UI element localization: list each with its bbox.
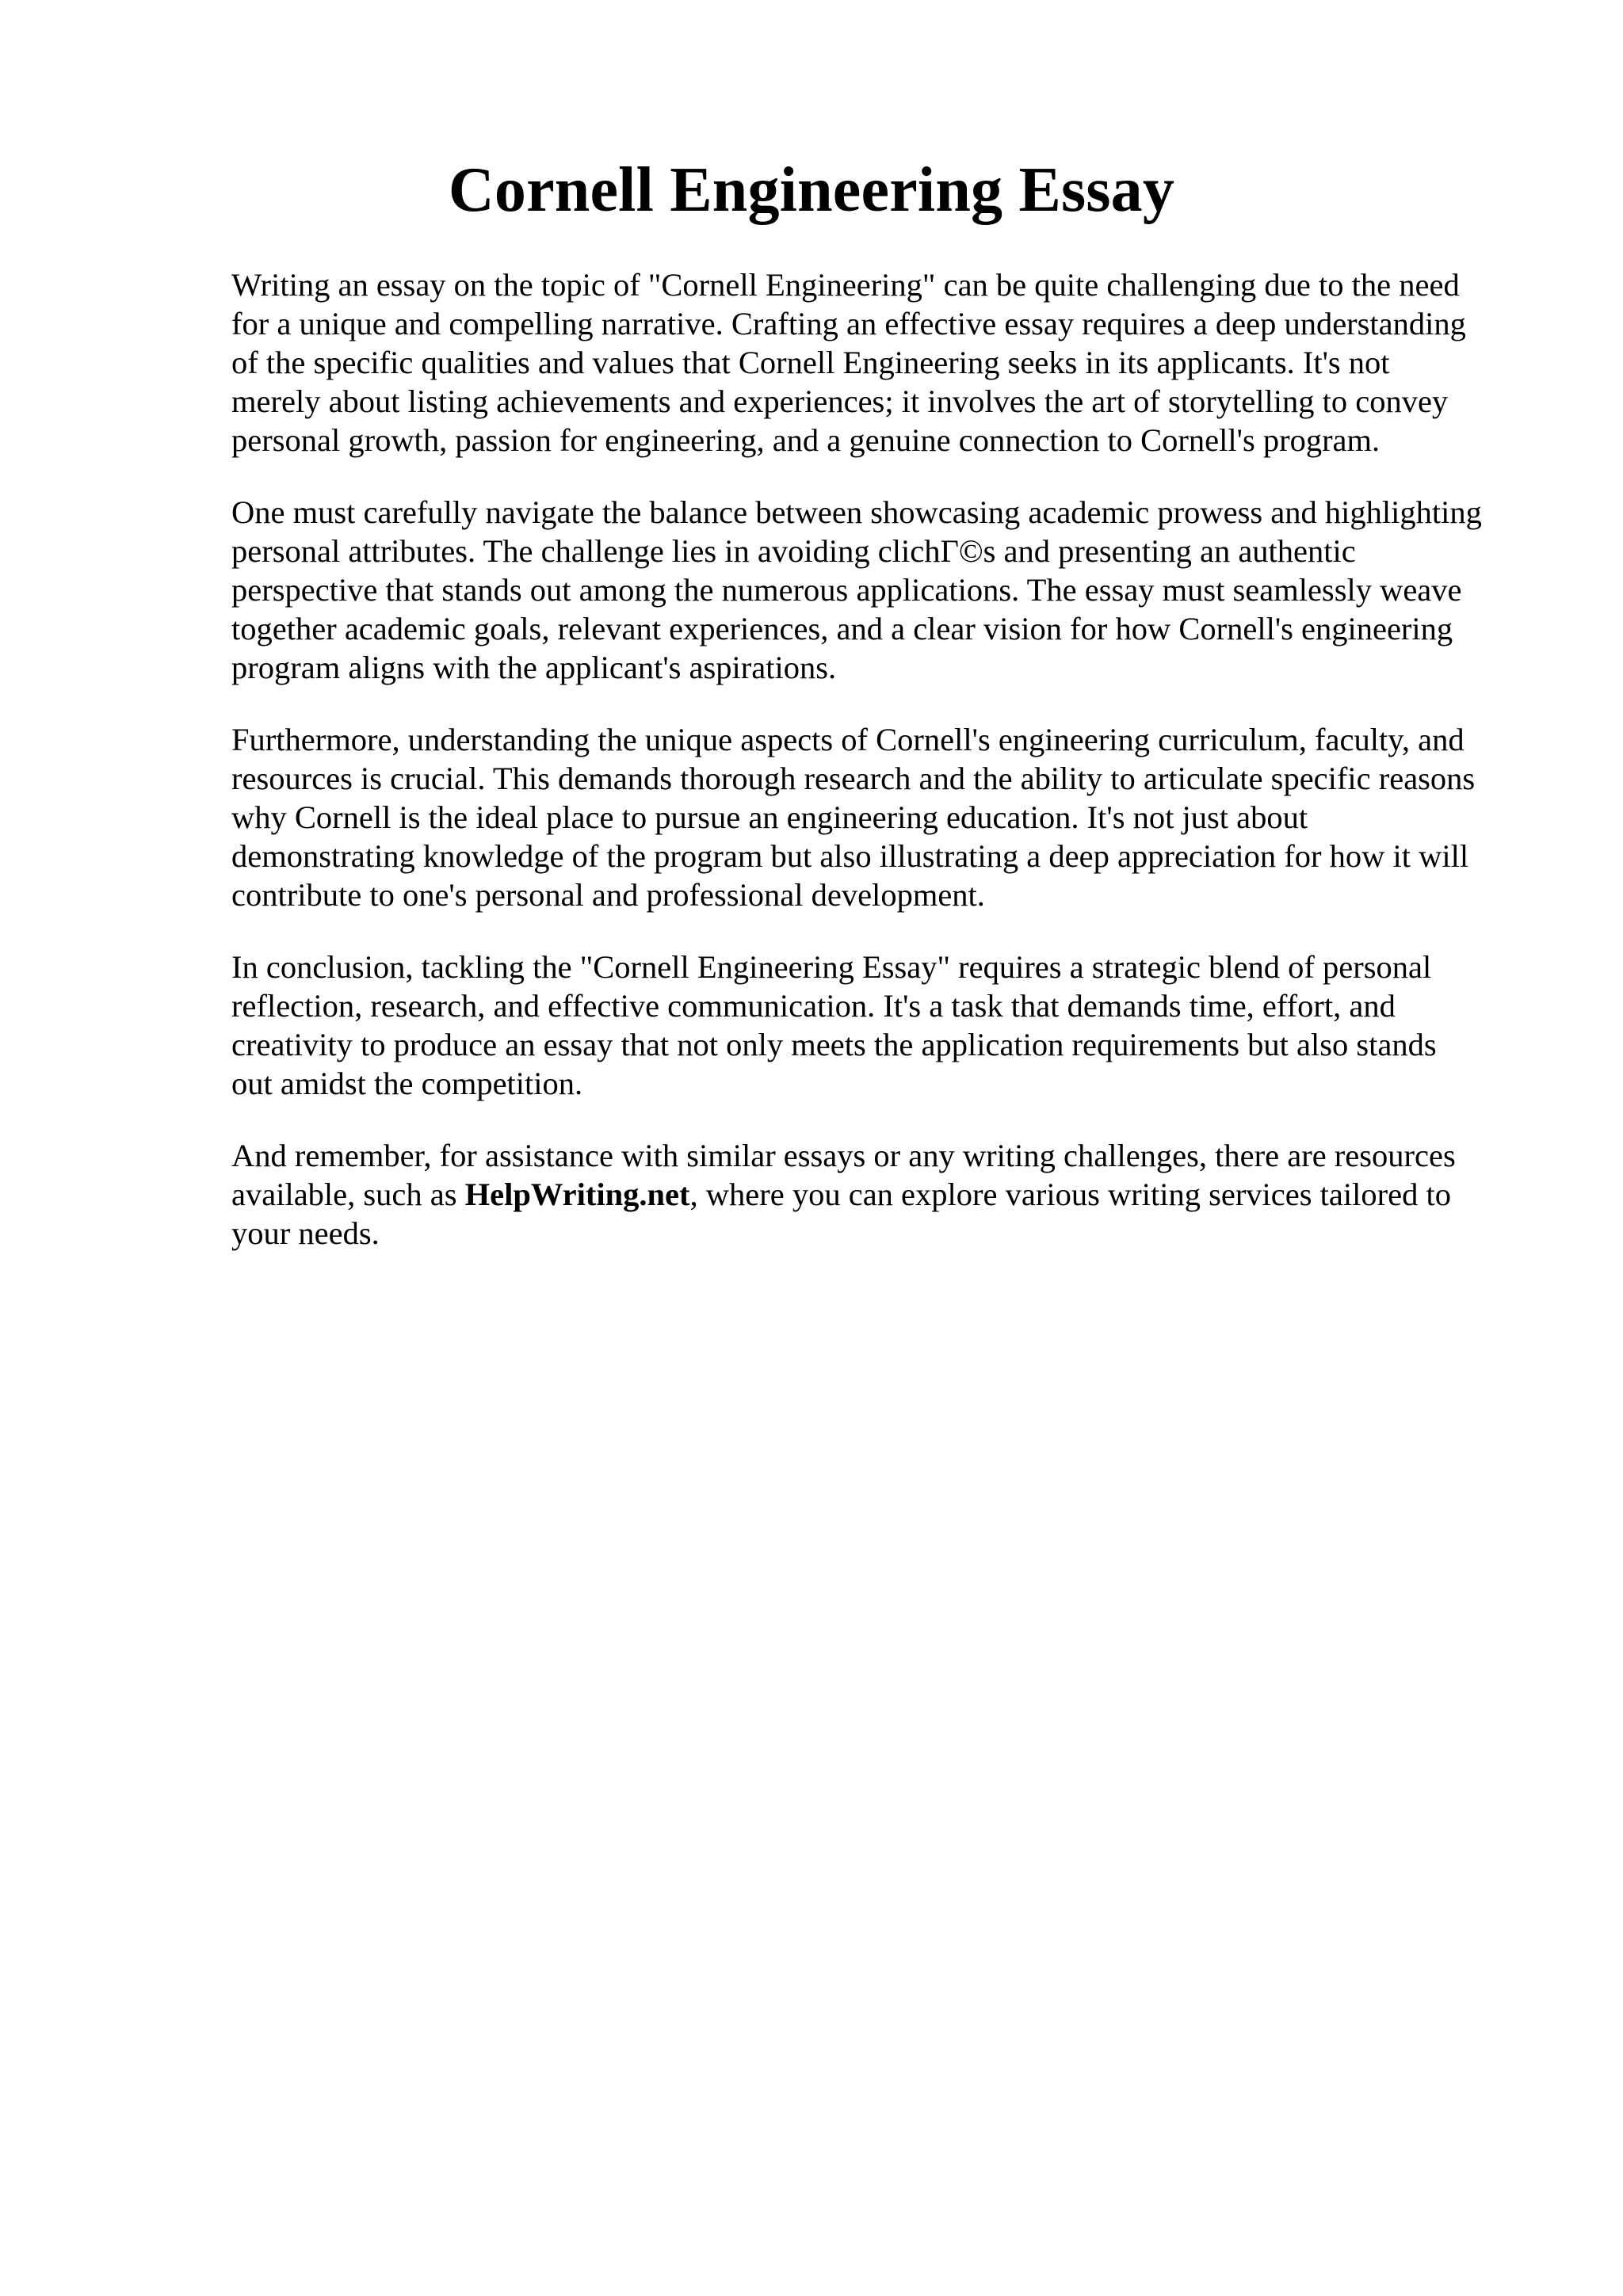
- paragraph-balance: One must carefully navigate the balance between showcasing academic prowess and highlighting personal attributes. The challenge lies in avoiding clichΓ©s and presenting an authentic perspective that stands out among the numerous applications. The essay must seamlessly weave together academic goals, relevant experiences, and a clear vision for how Cornell's engineering program aligns with the applicant's aspirations.: [231, 494, 1482, 685]
- document-title: Cornell Engineering Essay: [448, 155, 1175, 225]
- paragraph-conclusion: In conclusion, tackling the "Cornell Engineering Essay" requires a strategic blend of personal reflection, research, and effective communication. It's a task that demands time, effort, and creativity to produce an essay that not only meets the application requirements but also stands out amidst the competition.: [231, 949, 1437, 1101]
- paragraph-closing: [231, 1136, 1523, 1253]
- closing-text-after: , where you can explore various writing services tailored to your needs.: [231, 1177, 1451, 1251]
- document-body: [231, 265, 1523, 1286]
- paragraph-intro: Writing an essay on the topic of "Cornell Engineering" can be quite challenging due to the need for a unique and compelling narrative. Crafting an effective essay requires a deep understanding of the specific qualities and values that Cornell Engineering seeks in its applicants. It's not merely about listing achievements and experiences; it involves the art of storytelling to convey personal growth, passion for engineering, and a genuine connection to Cornell's program.: [231, 267, 1466, 458]
- paragraph-research: Furthermore, understanding the unique aspects of Cornell's engineering curriculum, faculty, and resources is crucial. This demands thorough research and the ability to articulate specific reasons why Cornell is the ideal place to pursue an engineering education. It's not just about demonstrating knowledge of the program but also illustrating a deep appreciation for how it will contribute to one's personal and professional development.: [231, 722, 1476, 913]
- closing-text-before: And remember, for assistance with similar essays or any writing challenges, there are resources available, such as: [231, 1138, 1456, 1212]
- helpwriting-link[interactable]: HelpWriting.net: [464, 1177, 690, 1212]
